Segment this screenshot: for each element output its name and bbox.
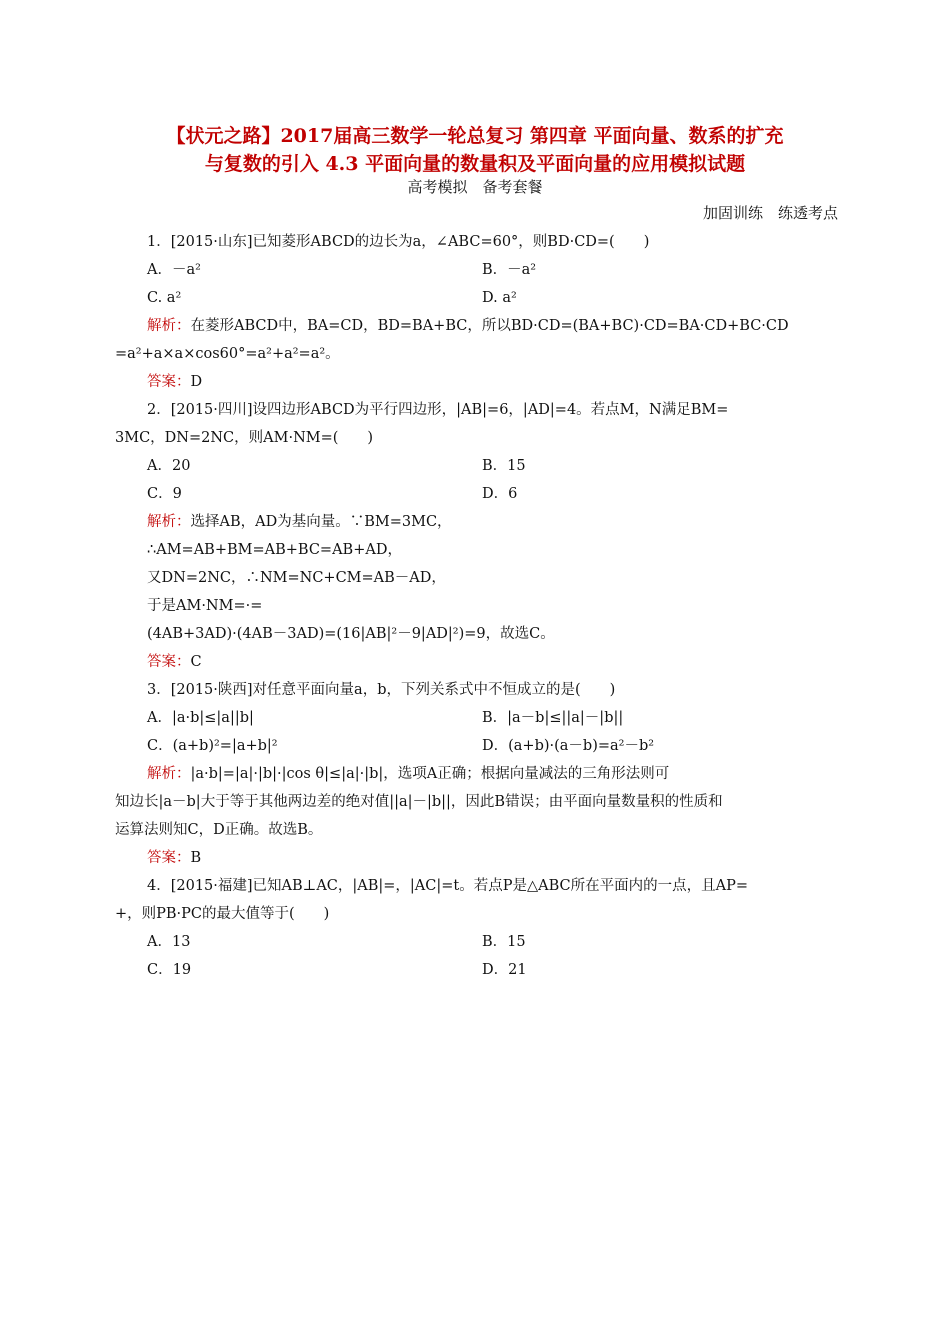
question-3-option-a: A．|a·b|≤|a||b| bbox=[147, 710, 254, 726]
question-1-answer bbox=[147, 371, 202, 393]
question-3-stem: 3．[2015·陕西]对任意平面向量a，b，下列关系式中不恒成立的是( ) bbox=[147, 682, 616, 698]
question-2-stem-line-2: 3MC，DN=2NC，则AM·NM=( ) bbox=[115, 430, 374, 446]
question-2-stem-line-1: 2．[2015·四川]设四边形ABCD为平行四边形，|AB|=6，|AD|=4。若点M，N满足BM= bbox=[147, 402, 729, 418]
question-2-option-c: C．9 bbox=[147, 486, 182, 502]
document-title-line-1: 【状元之路】2017届高三数学一轮总复习 第四章 平面向量、数系的扩充 bbox=[166, 125, 784, 147]
question-1-analysis-line-2: =a²+a×a×cos60°=a²+a²=a²。 bbox=[115, 346, 340, 362]
question-2-option-b: B．15 bbox=[482, 458, 526, 474]
question-3-option-c: C．(a+b)²=|a+b|² bbox=[147, 738, 278, 754]
question-3-answer bbox=[147, 847, 201, 869]
question-1-option-d: D. a² bbox=[482, 290, 517, 306]
analysis-text: 选择AB，AD为基向量。∵BM=3MC， bbox=[190, 514, 452, 530]
analysis-text: 在菱形ABCD中，BA=CD，BD=BA+BC，所以BD·CD=(BA+BC)·CD=BA·CD+BC·CD bbox=[190, 318, 789, 334]
question-1-stem: 1．[2015·山东]已知菱形ABCD的边长为a，∠ABC=60°，则BD·CD=( ) bbox=[147, 234, 650, 250]
answer-value: C bbox=[190, 654, 202, 670]
question-3-analysis-line-1 bbox=[147, 763, 669, 785]
answer-value: B bbox=[190, 850, 202, 866]
question-4-option-b: B．15 bbox=[482, 934, 526, 950]
analysis-text: |a·b|=|a|·|b|·|cos θ|≤|a|·|b|，选项A正确；根据向量减法的三角形法则可 bbox=[190, 766, 670, 782]
question-1-option-b: B．－a² bbox=[482, 262, 537, 278]
question-1-option-c: C. a² bbox=[147, 290, 182, 306]
section-note: 加固训练 练透考点 bbox=[702, 204, 838, 222]
question-1-analysis-line-1 bbox=[147, 315, 789, 337]
question-3-analysis-line-2: 知边长|a－b|大于等于其他两边差的绝对值||a|－|b||，因此B错误；由平面向量数量积的性质和 bbox=[115, 794, 723, 810]
answer-label: 答案： bbox=[147, 850, 191, 866]
question-1-option-a: A．－a² bbox=[147, 262, 201, 278]
question-2-analysis-line-3: 又DN=2NC，∴NM=NC+CM=AB－AD， bbox=[147, 570, 446, 586]
question-3-option-d: D．(a+b)·(a－b)=a²－b² bbox=[482, 738, 655, 754]
answer-value: D bbox=[190, 374, 203, 390]
document-subtitle: 高考模拟 备考套餐 bbox=[407, 178, 543, 196]
question-2-option-d: D．6 bbox=[482, 486, 518, 502]
answer-label: 答案： bbox=[147, 374, 191, 390]
question-4-stem-line-1: 4．[2015·福建]已知AB⊥AC，|AB|=，|AC|=t。若点P是△ABC所在平面内的一点，且AP= bbox=[147, 878, 749, 894]
analysis-label: 解析： bbox=[147, 514, 191, 530]
question-2-analysis-line-4: 于是AM·NM=·= bbox=[147, 598, 263, 614]
question-4-option-d: D．21 bbox=[482, 962, 527, 978]
question-4-stem-line-2: +，则PB·PC的最大值等于( ) bbox=[115, 906, 330, 922]
question-2-analysis-line-1 bbox=[147, 511, 452, 533]
question-3-analysis-line-3: 运算法则知C，D正确。故选B。 bbox=[115, 822, 323, 838]
question-4-option-a: A．13 bbox=[147, 934, 191, 950]
question-2-analysis-line-5: (4AB+3AD)·(4AB－3AD)=(16|AB|²－9|AD|²)=9，故选C。 bbox=[147, 626, 555, 642]
question-3-option-b: B．|a－b|≤||a|－|b|| bbox=[482, 710, 624, 726]
document-title-line-2: 与复数的引入 4.3 平面向量的数量积及平面向量的应用模拟试题 bbox=[204, 153, 746, 175]
analysis-label: 解析： bbox=[147, 766, 191, 782]
question-2-answer bbox=[147, 651, 202, 673]
question-4-option-c: C．19 bbox=[147, 962, 192, 978]
question-2-option-a: A．20 bbox=[147, 458, 191, 474]
question-2-analysis-line-2: ∴AM=AB+BM=AB+BC=AB+AD， bbox=[147, 542, 402, 558]
analysis-label: 解析： bbox=[147, 318, 191, 334]
answer-label: 答案： bbox=[147, 654, 191, 670]
